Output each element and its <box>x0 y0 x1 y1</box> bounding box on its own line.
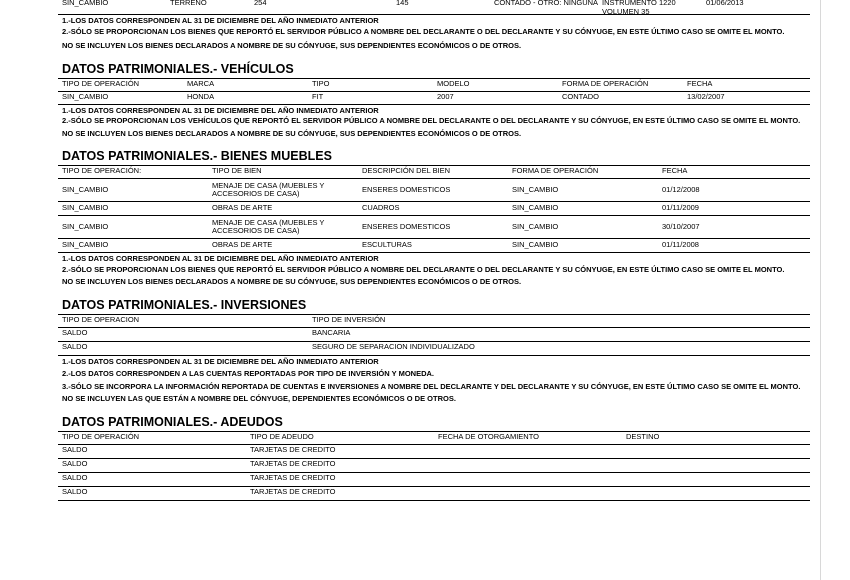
vehiculos-header-cell: MARCA <box>187 78 215 88</box>
declaration-sheet <box>58 0 810 501</box>
muebles-row <box>58 179 810 202</box>
vehiculos-row-cell: SIN_CAMBIO <box>62 91 109 101</box>
muebles-row-cell: ESCULTURAS <box>362 240 412 250</box>
inversiones-row <box>58 328 810 342</box>
section-title-bienes-muebles: DATOS PATRIMONIALES.- BIENES MUEBLES <box>62 149 332 163</box>
muebles-row-cell: SIN_CAMBIO <box>62 203 109 213</box>
vehiculos-header-cell: MODELO <box>437 78 470 88</box>
inmuebles-row-cell: INSTRUMENTO 1220 VOLUMEN 35 <box>602 0 676 16</box>
inmuebles-row-cell: 01/06/2013 <box>706 0 744 7</box>
inversiones-header-cell: TIPO DE INVERSIÓN <box>312 314 386 324</box>
muebles-header-cell: TIPO DE BIEN <box>212 166 262 175</box>
muebles-row-cell: MENAJE DE CASA (MUEBLES Y ACCESORIOS DE CASA) <box>212 217 325 235</box>
muebles-row-cell: MENAJE DE CASA (MUEBLES Y ACCESORIOS DE CASA) <box>212 180 325 198</box>
muebles-row-cell: OBRAS DE ARTE <box>212 203 273 213</box>
inversiones-row <box>58 342 810 356</box>
adeudos-header <box>58 431 810 445</box>
adeudos-row <box>58 473 810 487</box>
section-title-adeudos: DATOS PATRIMONIALES.- ADEUDOS <box>62 414 283 429</box>
vehiculos-row-cell: HONDA <box>187 91 215 101</box>
muebles-row-cell: ENSERES DOMESTICOS <box>362 184 451 194</box>
vehiculos-header-cell: TIPO <box>312 78 330 88</box>
muebles-header-cell: TIPO DE OPERACIÓN: <box>62 166 142 175</box>
footnote: 2.-SÓLO SE PROPORCIONAN LOS BIENES QUE REPORTÓ EL SERVIDOR PÚBLICO A NOMBRE DEL DECLARANTE O DEL DECLARANTE Y SU CÓNYUGE, EN ESTE ÚLTIMO CASO SE OMITE EL MONTO. <box>62 26 785 36</box>
muebles-row <box>58 216 810 239</box>
footnote: 1.-LOS DATOS CORRESPONDEN AL 31 DE DICIEMBRE DEL AÑO INMEDIATO ANTERIOR <box>62 356 379 366</box>
muebles-row-cell: SIN_CAMBIO <box>62 240 109 250</box>
section-title-inversiones: DATOS PATRIMONIALES.- INVERSIONES <box>62 297 307 312</box>
vehiculos-header-cell: FECHA <box>687 78 713 88</box>
adeudos-row-cell: TARJETAS DE CREDITO <box>250 486 336 496</box>
footnote: NO SE INCLUYEN LOS BIENES DECLARADOS A NOMBRE DE SU CÓNYUGE, SUS DEPENDIENTES ECONÓMICOS O DE OTROS. <box>62 128 522 138</box>
muebles-row-cell: SIN_CAMBIO <box>62 221 109 231</box>
inmuebles-row-cell: 145 <box>396 0 409 7</box>
footnote: 3.-SÓLO SE INCORPORA LA INFORMACIÓN REPORTADA DE CUENTAS E INVERSIONES A NOMBRE DEL DECLARANTE Y DEL DECLARANTE Y SU CÓNYUGE, EN ESTE ÚLTIMO CASO SE OMITE EL MONTO. <box>62 381 801 391</box>
muebles-row-cell: SIN_CAMBIO <box>512 184 559 194</box>
vehiculos-row <box>58 92 810 105</box>
adeudos-row-cell: SALDO <box>62 444 88 454</box>
footnote: NO SE INCLUYEN LAS QUE ESTÁN A NOMBRE DEL CÓNYUGE, DEPENDIENTES ECONÓMICOS O DE OTROS. <box>62 394 456 403</box>
muebles-row-cell: ENSERES DOMESTICOS <box>362 221 451 231</box>
vehiculos-row-cell: FIT <box>312 91 324 101</box>
muebles-header-cell: FORMA DE OPERACIÓN <box>512 166 599 175</box>
vehiculos-header-cell: TIPO DE OPERACIÓN <box>62 78 140 88</box>
inmuebles-row-cell: TERRENO <box>170 0 207 7</box>
muebles-row-cell: SIN_CAMBIO <box>512 240 559 250</box>
muebles-row-cell: SIN_CAMBIO <box>512 221 559 231</box>
muebles-row-cell: 01/11/2008 <box>662 240 699 250</box>
inversiones-row-cell: SEGURO DE SEPARACION INDIVIDUALIZADO <box>312 341 475 351</box>
footnote: NO SE INCLUYEN LOS BIENES DECLARADOS A NOMBRE DE SU CÓNYUGE, SUS DEPENDIENTES ECONÓMICOS O DE OTROS. <box>62 277 522 286</box>
muebles-row <box>58 239 810 253</box>
vehiculos-row-cell: 13/02/2007 <box>687 91 725 101</box>
inmuebles-row-cell: 254 <box>254 0 267 7</box>
inversiones-row-cell: SALDO <box>62 341 88 351</box>
vehiculos-row-cell: 2007 <box>437 91 454 101</box>
viewer-margin <box>820 0 850 580</box>
inmuebles-row-cell: SIN_CAMBIO <box>62 0 109 7</box>
inmuebles-row <box>58 0 810 15</box>
footnote: 2.-LOS DATOS CORRESPONDEN A LAS CUENTAS REPORTADAS POR TIPO DE INVERSIÓN Y MONEDA. <box>62 369 434 378</box>
muebles-row <box>58 202 810 216</box>
footnote: 2.-SÓLO SE PROPORCIONAN LOS BIENES QUE REPORTÓ EL SERVIDOR PÚBLICO A NOMBRE DEL DECLARANTE O DEL DECLARANTE Y SU CÓNYUGE, EN ESTE ÚLTIMO CASO SE OMITE EL MONTO. <box>62 264 785 274</box>
vehiculos-row-cell: CONTADO <box>562 91 599 101</box>
inversiones-row-cell: SALDO <box>62 327 88 337</box>
vehiculos-header-cell: FORMA DE OPERACIÓN <box>562 78 649 88</box>
section-title-vehiculos: DATOS PATRIMONIALES.- VEHÍCULOS <box>62 61 294 76</box>
muebles-row-cell: 01/11/2009 <box>662 203 699 213</box>
muebles-row-cell: SIN_CAMBIO <box>62 184 109 194</box>
muebles-row-cell: CUADROS <box>362 203 400 213</box>
adeudos-row-cell: SALDO <box>62 486 88 496</box>
inversiones-row-cell: BANCARIA <box>312 327 351 337</box>
adeudos-row <box>58 445 810 459</box>
footnote: 1.-LOS DATOS CORRESPONDEN AL 31 DE DICIEMBRE DEL AÑO INMEDIATO ANTERIOR <box>62 105 379 115</box>
vehiculos-header <box>58 78 810 92</box>
footnote: 1.-LOS DATOS CORRESPONDEN AL 31 DE DICIEMBRE DEL AÑO INMEDIATO ANTERIOR <box>62 254 379 263</box>
muebles-header-cell: FECHA <box>662 166 688 175</box>
muebles-row-cell: SIN_CAMBIO <box>512 203 559 213</box>
muebles-row-cell: 30/10/2007 <box>662 221 700 231</box>
adeudos-header-cell: DESTINO <box>626 431 660 441</box>
footnote: NO SE INCLUYEN LOS BIENES DECLARADOS A NOMBRE DE SU CÓNYUGE, SUS DEPENDIENTES ECONÓMICOS O DE OTROS. <box>62 41 522 50</box>
adeudos-row-cell: TARJETAS DE CREDITO <box>250 444 336 454</box>
adeudos-header-cell: TIPO DE ADEUDO <box>250 431 314 441</box>
adeudos-header-cell: FECHA DE OTORGAMIENTO <box>438 431 539 441</box>
inversiones-header-cell: TIPO DE OPERACION <box>62 314 140 324</box>
adeudos-row-cell: SALDO <box>62 472 88 482</box>
muebles-row-cell: OBRAS DE ARTE <box>212 240 273 250</box>
muebles-header-cell: DESCRIPCIÓN DEL BIEN <box>362 166 451 175</box>
footnote: 2.-SÓLO SE PROPORCIONAN LOS VEHÍCULOS QUE REPORTÓ EL SERVIDOR PÚBLICO A NOMBRE DEL DECLARANTE O DEL DECLARANTE Y SU CÓNYUGE, EN ESTE ÚLTIMO CASO SE OMITE EL MONTO. <box>62 116 801 125</box>
inversiones-header <box>58 314 810 328</box>
adeudos-row <box>58 459 810 473</box>
adeudos-row-cell: SALDO <box>62 458 88 468</box>
adeudos-row-cell: TARJETAS DE CREDITO <box>250 458 336 468</box>
footnote: 1.-LOS DATOS CORRESPONDEN AL 31 DE DICIEMBRE DEL AÑO INMEDIATO ANTERIOR <box>62 16 379 25</box>
muebles-header <box>58 165 810 179</box>
muebles-row-cell: 01/12/2008 <box>662 184 700 194</box>
inmuebles-row-cell: CONTADO - OTRO: NINGUNA <box>494 0 599 7</box>
adeudos-header-cell: TIPO DE OPERACIÓN <box>62 431 140 441</box>
adeudos-row <box>58 487 810 501</box>
adeudos-row-cell: TARJETAS DE CREDITO <box>250 472 336 482</box>
